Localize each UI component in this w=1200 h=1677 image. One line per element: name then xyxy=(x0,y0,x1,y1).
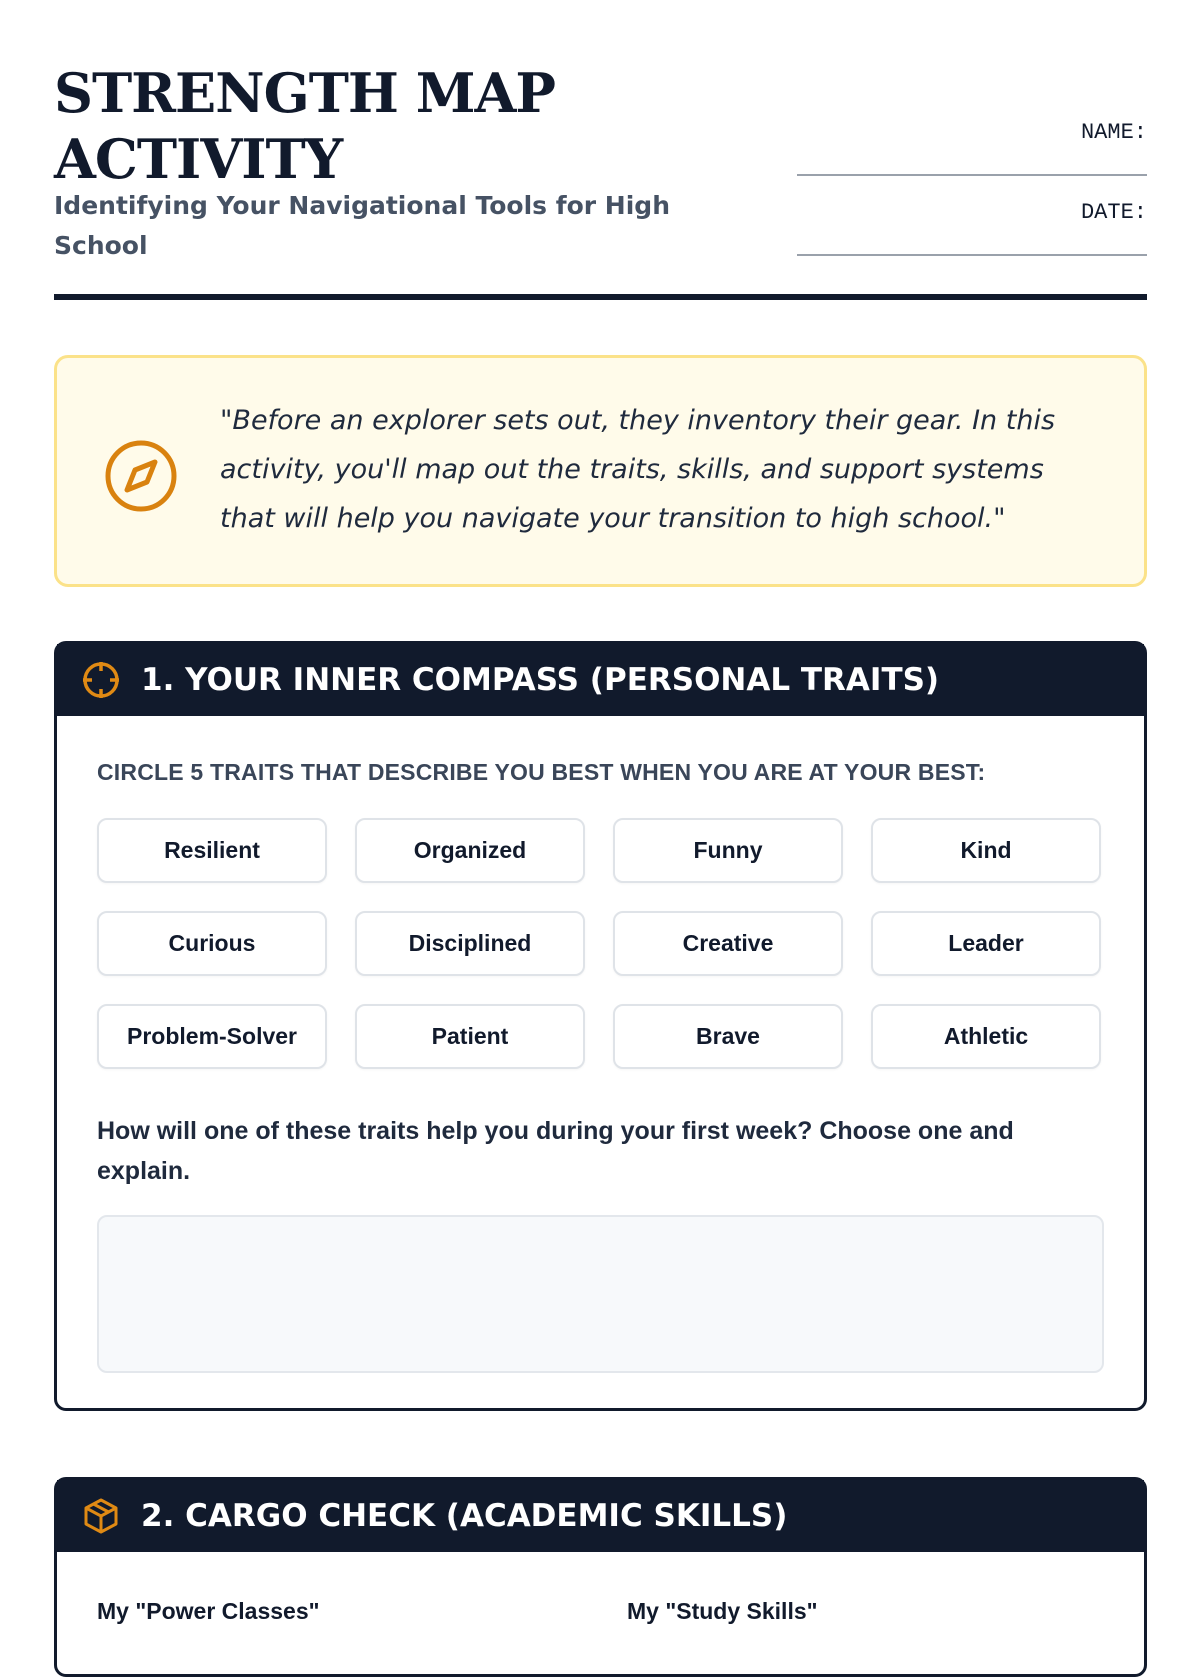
section-inner-compass xyxy=(54,641,1147,1411)
page-title: STRENGTH MAP ACTIVITY xyxy=(54,61,555,191)
intro-quote-box xyxy=(54,355,1147,587)
compass-icon xyxy=(103,438,179,514)
name-label: NAME: xyxy=(1080,120,1147,145)
box-icon xyxy=(82,1497,120,1535)
section-body xyxy=(57,716,1144,1373)
intro-quote-text: "Before an explorer sets out, they inventory their gear. In this activity, you'll map out the traits, skills, and support systems that will help you navigate your transition to high school." xyxy=(220,405,1056,534)
trait-answer-box[interactable] xyxy=(97,1215,1104,1373)
crosshair-icon xyxy=(82,661,120,699)
power-classes-label: My "Power Classes" xyxy=(97,1598,320,1624)
trait-question: How will one of these traits help you during your first week? Choose one and explain. xyxy=(97,1117,1014,1185)
trait-option[interactable]: Problem-Solver xyxy=(97,1004,327,1069)
section-header xyxy=(57,1480,1144,1552)
name-date-fields xyxy=(797,120,1147,280)
trait-option[interactable]: Curious xyxy=(97,911,327,976)
section-title: 2. CARGO CHECK (ACADEMIC SKILLS) xyxy=(141,1498,788,1534)
trait-option[interactable]: Leader xyxy=(871,911,1101,976)
name-field[interactable] xyxy=(797,120,1147,200)
section-header xyxy=(57,644,1144,716)
trait-option[interactable]: Kind xyxy=(871,818,1101,883)
trait-option[interactable]: Organized xyxy=(355,818,585,883)
name-line[interactable] xyxy=(797,174,1147,176)
date-field[interactable] xyxy=(797,200,1147,280)
study-skills-label: My "Study Skills" xyxy=(627,1598,818,1624)
trait-option[interactable]: Creative xyxy=(613,911,843,976)
page-subtitle: Identifying Your Navigational Tools for High School xyxy=(54,191,670,260)
section-title: 1. YOUR INNER COMPASS (PERSONAL TRAITS) xyxy=(141,662,940,698)
trait-option[interactable]: Funny xyxy=(613,818,843,883)
date-line[interactable] xyxy=(797,254,1147,256)
trait-instruction: CIRCLE 5 TRAITS THAT DESCRIBE YOU BEST WHEN YOU ARE AT YOUR BEST: xyxy=(97,759,986,785)
trait-grid xyxy=(97,818,1104,1069)
section-body xyxy=(57,1552,1144,1652)
date-label: DATE: xyxy=(1080,200,1147,225)
section-cargo-check xyxy=(54,1477,1147,1677)
worksheet-header xyxy=(54,60,1147,300)
trait-option[interactable]: Athletic xyxy=(871,1004,1101,1069)
trait-option[interactable]: Resilient xyxy=(97,818,327,883)
trait-option[interactable]: Patient xyxy=(355,1004,585,1069)
trait-option[interactable]: Disciplined xyxy=(355,911,585,976)
trait-option[interactable]: Brave xyxy=(613,1004,843,1069)
